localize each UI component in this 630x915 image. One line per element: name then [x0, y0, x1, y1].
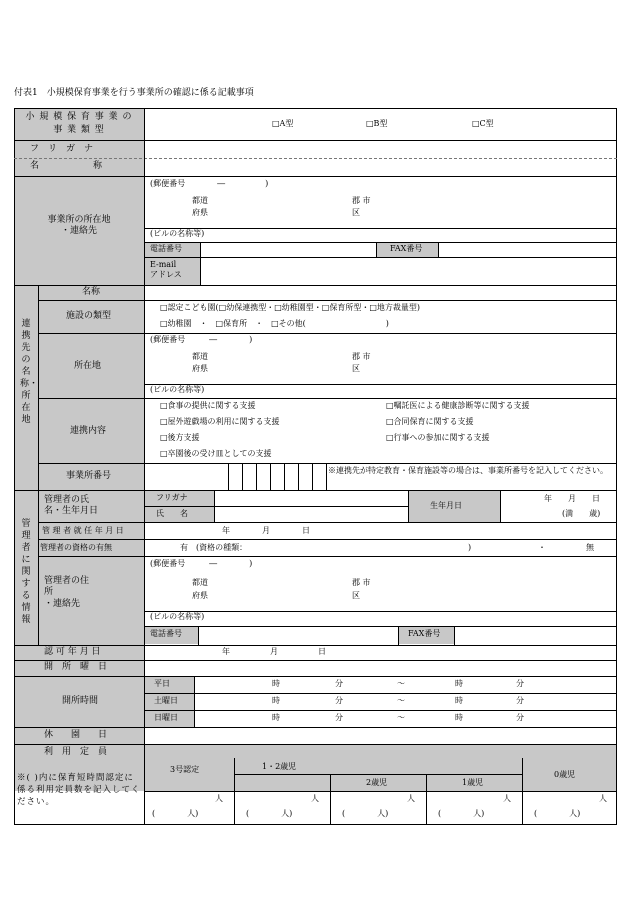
type-a-checkbox[interactable]: □A型 — [272, 119, 294, 128]
manager-postal: (郵便番号 ― ) — [150, 559, 253, 568]
capacity-short-nintei: ( 人) — [152, 809, 199, 818]
form-page: 付表1 小規模保育事業を行う事業所の確認に係る記載事項 小 規 模 保 育 事 業 の 事 業 類 型 □A型 □B型 □C型 フ リ ガ ナ 名 称 事業所の所在地 ・連絡先 (郵便番号 ― ) 都道 府県 郡 市 区 (ビルの名称等) 電話番号 FAX番号 E-mail アドレス 連携先の名称・所在地 名称 施設の類型 □認定こども園(□幼保連携型・□幼稚園型・□保育所型・□地方裁量型) □幼稚園 ・ □保育所 ・ □その他( ) 所在地 (郵便番号 ― ) 都道 府県 郡 市 区 (ビルの名称等) 連携内容 □食事の提供に関する支援 □嘱託医による健康診断等に関する支援 □屋外遊戯場の利用に関する支援 □合同保育に関する支援 □後方支援 □行事への参加に関する支援 □卒園後の受け皿としての支援 事業所番号 ※連携先が特定教育・保育施設等の場合は、事業所番号を記入してください。 管理者に関する情報 管理者の氏 名・生年月日 フリガナ 氏 名 生年月日 年 月 日 (満 歳) 管 理 者 就 任 年 月 日 年 月 日 管理者の資格の有無 有 (資格の種類： ) ・ 無 管理者の住 所 ・連絡先 (郵便番号 ― ) 都道 府県 郡 市 区 (ビルの名称等) 電話番号 FAX番号 認 可 年 月 日 年 月 日 開 所 曜 日 開所時間 平日 時 分 ～ 時 分 土曜日 時 分 ～ 時 分 日曜日 時 分 ～ 時 分 休 園 日 利 用 定 員 ※( )内に保育短時間認定に係る利用定員数を記入してください。 3号認定 1・2歳児 2歳児 1歳児 0歳児 人 ( 人) 人 ( 人) 人 ( 人) 人 ( 人) 人 ( 人) — [0, 0, 630, 915]
partner-facility-label: 施設の類型 — [66, 311, 112, 321]
partner-coop-label: 連携内容 — [70, 426, 107, 436]
partner-postal: (郵便番号 ― ) — [150, 335, 253, 344]
manager-building: (ビルの名称等) — [150, 612, 205, 621]
coop-option-backup[interactable]: □後方支援 — [160, 433, 200, 442]
partner-number-note: ※連携先が特定教育・保育施設等の場合は、事業所番号を記入してください。 — [328, 466, 608, 475]
manager-qual-yes[interactable]: 有 (資格の種類： — [180, 543, 248, 552]
capacity-age0-label: 0歳児 — [554, 770, 576, 779]
manager-shimei-label: 氏 名 — [156, 509, 188, 518]
manager-name-label: 管理者の氏 名・生年月日 — [44, 495, 99, 517]
coop-option-graduate[interactable]: □卒園後の受け皿としての支援 — [160, 449, 272, 458]
manager-since-label: 管 理 者 就 任 年 月 日 — [42, 526, 124, 535]
capacity-age1-label: 1歳児 — [462, 778, 484, 787]
coop-option-doctor[interactable]: □嘱託医による健康診断等に関する支援 — [386, 401, 530, 410]
manager-address-label: 管理者の住 所 ・連絡先 — [44, 576, 90, 609]
capacity-short-age1: ( 人) — [438, 809, 485, 818]
partner-number-label: 事業所番号 — [66, 471, 112, 481]
capacity-nintei-label: 3号認定 — [170, 765, 200, 774]
manager-tel-label: 電話番号 — [150, 629, 182, 638]
capacity-short-age12: ( 人) — [246, 809, 293, 818]
office-postal: (郵便番号 ― ) — [150, 179, 269, 188]
open-days-label: 開 所 曜 日 — [44, 662, 108, 672]
type-c-checkbox[interactable]: □C型 — [472, 119, 494, 128]
type-b-checkbox[interactable]: □B型 — [366, 119, 388, 128]
partner-side-label: 連携先の名称・所在地 — [20, 319, 39, 425]
open-hours-label: 開所時間 — [62, 696, 99, 706]
office-tel-label: 電話番号 — [150, 244, 182, 253]
manager-qual-label: 管理者の資格の有無 — [40, 543, 112, 552]
office-address-label: 事業所の所在地 ・連絡先 — [47, 215, 111, 237]
manager-side-label: 管理者に関する情報 — [21, 519, 31, 625]
office-building: (ビルの名称等) — [150, 229, 205, 238]
capacity-label: 利 用 定 員 — [44, 747, 108, 757]
furigana-label: フ リ ガ ナ — [30, 144, 94, 154]
coop-option-event[interactable]: □行事への参加に関する支援 — [386, 433, 490, 442]
facility-option-other[interactable]: □幼稚園 ・ □保育所 ・ □その他( ) — [160, 319, 389, 328]
capacity-note: ※( )内に保育短時間認定に係る利用定員数を記入してください。 — [17, 773, 141, 807]
manager-birth-ymd: 年 月 日 — [544, 494, 600, 503]
manager-fax-label: FAX番号 — [408, 629, 441, 638]
capacity-short-age2: ( 人) — [342, 809, 389, 818]
hours-row-weekday: 平日 — [154, 679, 170, 688]
facility-option-kodomoen[interactable]: □認定こども園(□幼保連携型・□幼稚園型・□保育所型・□地方裁量型) — [160, 303, 421, 312]
coop-option-meal[interactable]: □食事の提供に関する支援 — [160, 401, 256, 410]
capacity-short-age0: ( 人) — [534, 809, 581, 818]
partner-address-label: 所在地 — [74, 361, 102, 371]
name-label: 名 称 — [30, 161, 103, 171]
coop-option-joint[interactable]: □合同保育に関する支援 — [386, 417, 474, 426]
partner-building: (ビルの名称等) — [150, 385, 205, 394]
manager-age: (満 歳) — [562, 509, 601, 518]
holidays-label: 休 園 日 — [44, 730, 108, 740]
capacity-age2-label: 2歳児 — [366, 778, 388, 787]
permit-date-ymd: 年 月 日 — [222, 647, 326, 656]
hours-row-sunday: 日曜日 — [154, 713, 178, 722]
form-title: 付表1 小規模保育事業を行う事業所の確認に係る記載事項 — [14, 88, 254, 98]
partner-name-label: 名称 — [82, 287, 101, 297]
office-fax-label: FAX番号 — [390, 244, 423, 253]
manager-qual-no[interactable]: 無 — [586, 543, 594, 552]
type-label: 小 規 模 保 育 事 業 の 事 業 類 型 — [25, 112, 133, 135]
hours-row-saturday: 土曜日 — [154, 696, 178, 705]
office-email-label: E-mail アドレス — [150, 260, 182, 279]
capacity-age12-label: 1・2歳児 — [262, 762, 297, 771]
coop-option-playground[interactable]: □屋外遊戯場の利用に関する支援 — [160, 417, 280, 426]
manager-furigana-label: フリガナ — [156, 493, 188, 502]
manager-since-ymd: 年 月 日 — [222, 526, 310, 535]
manager-birth-label: 生年月日 — [430, 501, 462, 510]
permit-date-label: 認 可 年 月 日 — [44, 647, 101, 657]
